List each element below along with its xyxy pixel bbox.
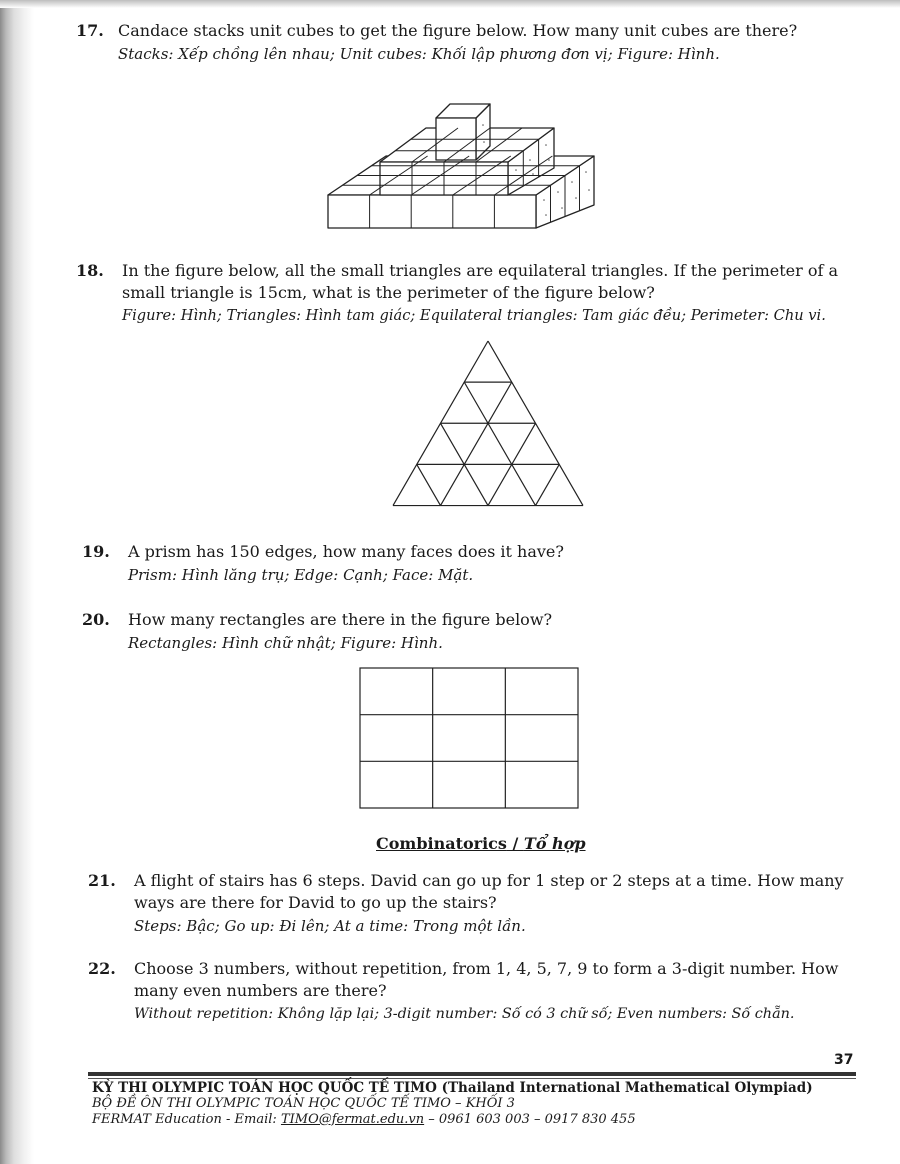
section-title-en: Combinatorics	[376, 834, 507, 853]
question-number: 21.	[88, 871, 116, 890]
question-text: How many rectangles are there in the figure below?	[128, 610, 553, 629]
rectangle-grid-figure	[358, 666, 580, 810]
triangle-diagonal-line	[417, 464, 441, 505]
triangle-diagonal-line	[536, 464, 560, 505]
question-gloss: Steps: Bậc; Go up: Đi lên; At a time: Trong một lần.	[134, 917, 526, 935]
triangle-diagonal-line	[464, 382, 535, 505]
grid-outline	[360, 668, 578, 808]
footer-phone-numbers: – 0961 603 003 – 0917 830 455	[424, 1112, 636, 1127]
question-gloss: Without repetition: Không lặp lại; 3-digit number: Số có 3 chữ số; Even numbers: Số chẵn.	[134, 1006, 795, 1022]
question-text: Candace stacks unit cubes to get the figure below. How many unit cubes are there?	[118, 21, 798, 40]
footer-contact	[92, 1112, 872, 1128]
section-title-vi: Tổ hợp	[523, 834, 586, 853]
question-text: A flight of stairs has 6 steps. David can go up for 1 step or 2 steps at a time. How many ways are there for David to go up the stairs?	[134, 871, 844, 912]
section-heading	[376, 834, 586, 853]
triangle-grid-figure	[388, 338, 588, 508]
question-text: Choose 3 numbers, without repetition, from 1, 4, 5, 7, 9 to form a 3-digit number. How many even numbers are there?	[134, 959, 839, 1000]
stacked-cubes-figure	[318, 70, 618, 235]
section-title-separator: /	[506, 834, 524, 853]
question-text: In the figure below, all the small triangles are equilateral triangles. If the perimeter of a small triangle is 15cm, what is the perimeter of the figure below?	[122, 261, 839, 302]
footer-contest-title: KỲ THI OLYMPIC TOÁN HỌC QUỐC TẾ TIMO (Thailand International Mathematical Olympiad)	[92, 1080, 813, 1096]
question-number: 19.	[82, 542, 110, 561]
question-number: 20.	[82, 610, 110, 629]
footer-divider-thin	[88, 1078, 856, 1079]
page-footer	[92, 1080, 872, 1128]
scan-top-edge	[0, 0, 900, 8]
question-number: 22.	[88, 959, 116, 978]
footer-email-link[interactable]: TIMO@fermat.edu.vn	[280, 1112, 425, 1127]
footer-divider	[88, 1072, 856, 1076]
question-gloss: Figure: Hình; Triangles: Hình tam giác; Equilateral triangles: Tam giác đều; Perimeter: Chu vi.	[122, 307, 826, 324]
question-gloss: Stacks: Xếp chồng lên nhau; Unit cubes: Khối lập phương đơn vị; Figure: Hình.	[118, 45, 720, 63]
question-gloss: Prism: Hình lăng trụ; Edge: Cạnh; Face: Mặt.	[128, 566, 474, 584]
footer-contact-prefix: FERMAT Education - Email:	[92, 1112, 281, 1127]
page-number: 37	[834, 1052, 854, 1068]
question-text: A prism has 150 edges, how many faces does it have?	[128, 542, 564, 561]
question-number: 18.	[76, 261, 104, 280]
question-number: 17.	[76, 21, 104, 40]
scan-binding-shadow	[0, 0, 34, 1164]
triangle-diagonal-line	[441, 382, 512, 505]
footer-book-title: BỘ ĐỀ ÔN THI OLYMPIC TOÁN HỌC QUỐC TẾ TIMO – KHỐI 3	[92, 1096, 515, 1111]
question-gloss: Rectangles: Hình chữ nhật; Figure: Hình.	[128, 634, 443, 652]
